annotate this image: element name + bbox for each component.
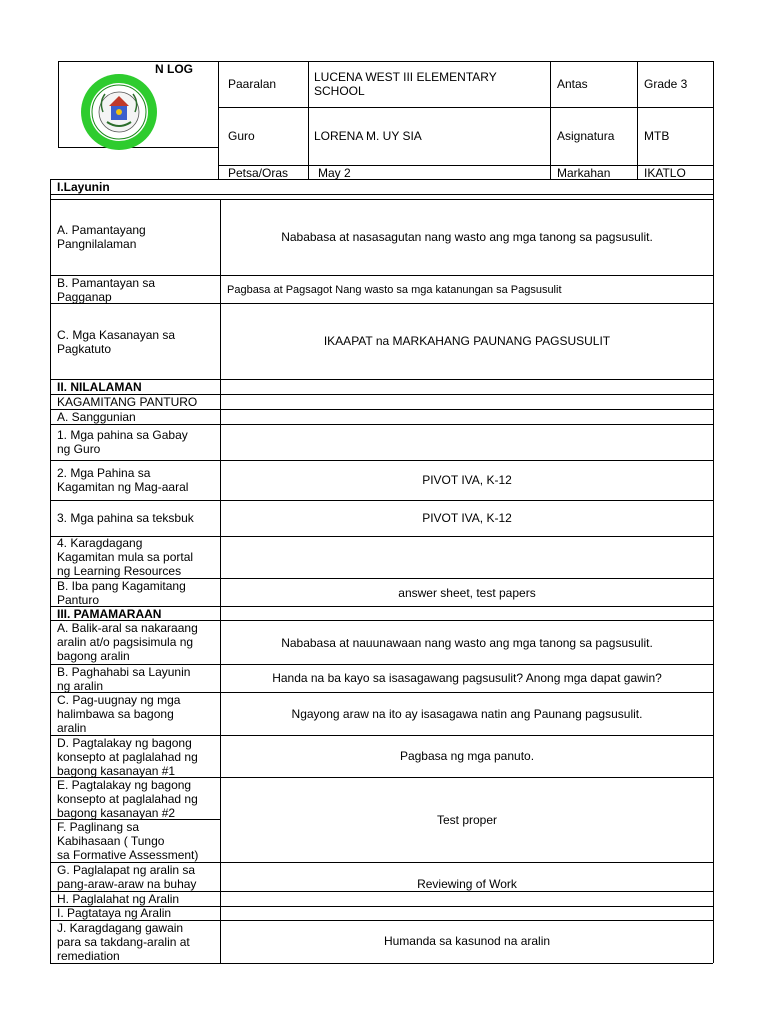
paaralan-value: LUCENA WEST III ELEMENTARY SCHOOL (314, 70, 497, 98)
row-karagdagang-gawain-label: J. Karagdagang gawain para sa takdang-aralin at remediation (57, 921, 190, 963)
rule (308, 61, 309, 179)
row-paghahabi-label: B. Paghahabi sa Layunin ng aralin (57, 665, 191, 693)
rule (50, 409, 713, 410)
kagamitan-heading: KAGAMITANG PANTURO (57, 395, 198, 409)
rule (218, 165, 713, 166)
rule (713, 179, 714, 963)
row-kasanayan-value: IKAAPAT na MARKAHANG PAUNANG PAGSUSULIT (323, 334, 611, 348)
rule (50, 500, 713, 501)
row-pamantayang-label: A. Pamantayang Pangnilalaman (57, 223, 146, 251)
row-kasanayan-label: C. Mga Kasanayan sa Pagkatuto (57, 328, 176, 356)
row-karagdagang-gawain-value: Humanda sa kasunod na aralin (383, 934, 551, 948)
asignatura-label: Asignatura (557, 129, 615, 143)
rule (58, 61, 59, 147)
antas-label: Antas (557, 77, 588, 91)
row-pamantayang-value: Nababasa at nasasagutan nang wasto ang mga tanong sa pagsusulit. (281, 230, 653, 244)
row-paglalapat-value: Reviewing of Work (417, 877, 517, 891)
row-paglalapat-label: G. Paglalapat ng aralin sa pang-araw-araw na buhay (57, 863, 197, 891)
row-pagtalakay-1-value: Pagbasa ng mga panuto. (399, 749, 535, 763)
antas-value: Grade 3 (644, 77, 688, 91)
row-pagganap-value: Pagbasa at Pagsagot Nang wasto sa mga katanungan sa Pagsusulit (227, 284, 562, 296)
rule (50, 179, 51, 963)
row-pagtalakay-2-label: E. Pagtalakay ng bagong konsepto at paglalahad ng bagong kasanayan #2 (57, 778, 198, 820)
petsa-label: Petsa/Oras (228, 166, 289, 180)
row-pagganap-label: B. Pamantayan sa Pagganap (57, 276, 156, 304)
rule (550, 61, 551, 179)
rule (50, 194, 713, 195)
petsa-value: May 2 (318, 166, 351, 180)
markahan-value: IKATLO (644, 166, 686, 180)
row-paglalahat-label: H. Paglalahat ng Aralin (57, 892, 180, 906)
row-pag-uugnay-value: Ngayong araw na ito ay isasagawa natin ang Paunang pagsusulit. (291, 707, 643, 721)
row-magaaral-label: 2. Mga Pahina sa Kagamitan ng Mag-aaral (57, 466, 189, 494)
guro-label: Guro (228, 129, 255, 143)
rule (218, 107, 713, 108)
section-nilalaman-heading: II. NILALAMAN (57, 380, 142, 394)
sanggunian-heading: A. Sanggunian (57, 410, 136, 424)
guro-value: LORENA M. UY SIA (314, 129, 422, 143)
rule (218, 61, 219, 179)
row-pagtalakay-1-label: D. Pagtalakay ng bagong konsepto at paglalahad ng bagong kasanayan #1 (57, 736, 198, 778)
section-pamamaraan-heading: III. PAMAMARAAN (57, 607, 162, 621)
rule (50, 424, 713, 425)
row-gabay-label: 1. Mga pahina sa Gabay ng Guro (57, 428, 188, 456)
row-magaaral-value: PIVOT IVA, K-12 (422, 473, 512, 487)
row-test-proper-value: Test proper (436, 813, 498, 827)
document-title-fragment: N LOG (155, 62, 193, 76)
rule (50, 179, 713, 180)
row-teksbuk-label: 3. Mga pahina sa teksbuk (57, 511, 194, 525)
markahan-label: Markahan (557, 166, 611, 180)
section-layunin-heading: I.Layunin (57, 180, 110, 194)
row-pag-uugnay-label: C. Pag-uugnay ng mga halimbawa sa bagong aralin (57, 693, 181, 735)
asignatura-value: MTB (644, 129, 670, 143)
school-seal-icon (79, 72, 159, 152)
rule (713, 61, 714, 179)
row-balik-aral-label: A. Balik-aral sa nakaraang aralin at/o pagsisimula ng bagong aralin (57, 621, 198, 663)
rule (637, 61, 638, 179)
row-balik-aral-value: Nababasa at nauunawaan nang wasto ang mga tanong sa pagsusulit. (281, 636, 653, 650)
row-iba-label: B. Iba pang Kagamitang Panturo (57, 579, 186, 607)
row-portal-label: 4. Karagdagang Kagamitan mula sa portal ng Learning Resources (57, 536, 194, 578)
row-paghahabi-value: Handa na ba kayo sa isasagawang pagsusulit? Anong mga dapat gawin? (272, 671, 662, 685)
row-pagtataya-label: I. Pagtataya ng Aralin (57, 906, 172, 920)
row-paglinang-label: F. Paglinang sa Kabihasaan ( Tungo sa Formative Assessment) (57, 820, 199, 862)
rule (50, 199, 713, 200)
rule (50, 963, 713, 964)
rule (50, 460, 713, 461)
rule (50, 379, 713, 380)
row-teksbuk-value: PIVOT IVA, K-12 (422, 511, 512, 525)
row-iba-value: answer sheet, test papers (398, 586, 536, 600)
paaralan-label: Paaralan (228, 77, 277, 91)
rule (220, 199, 221, 963)
